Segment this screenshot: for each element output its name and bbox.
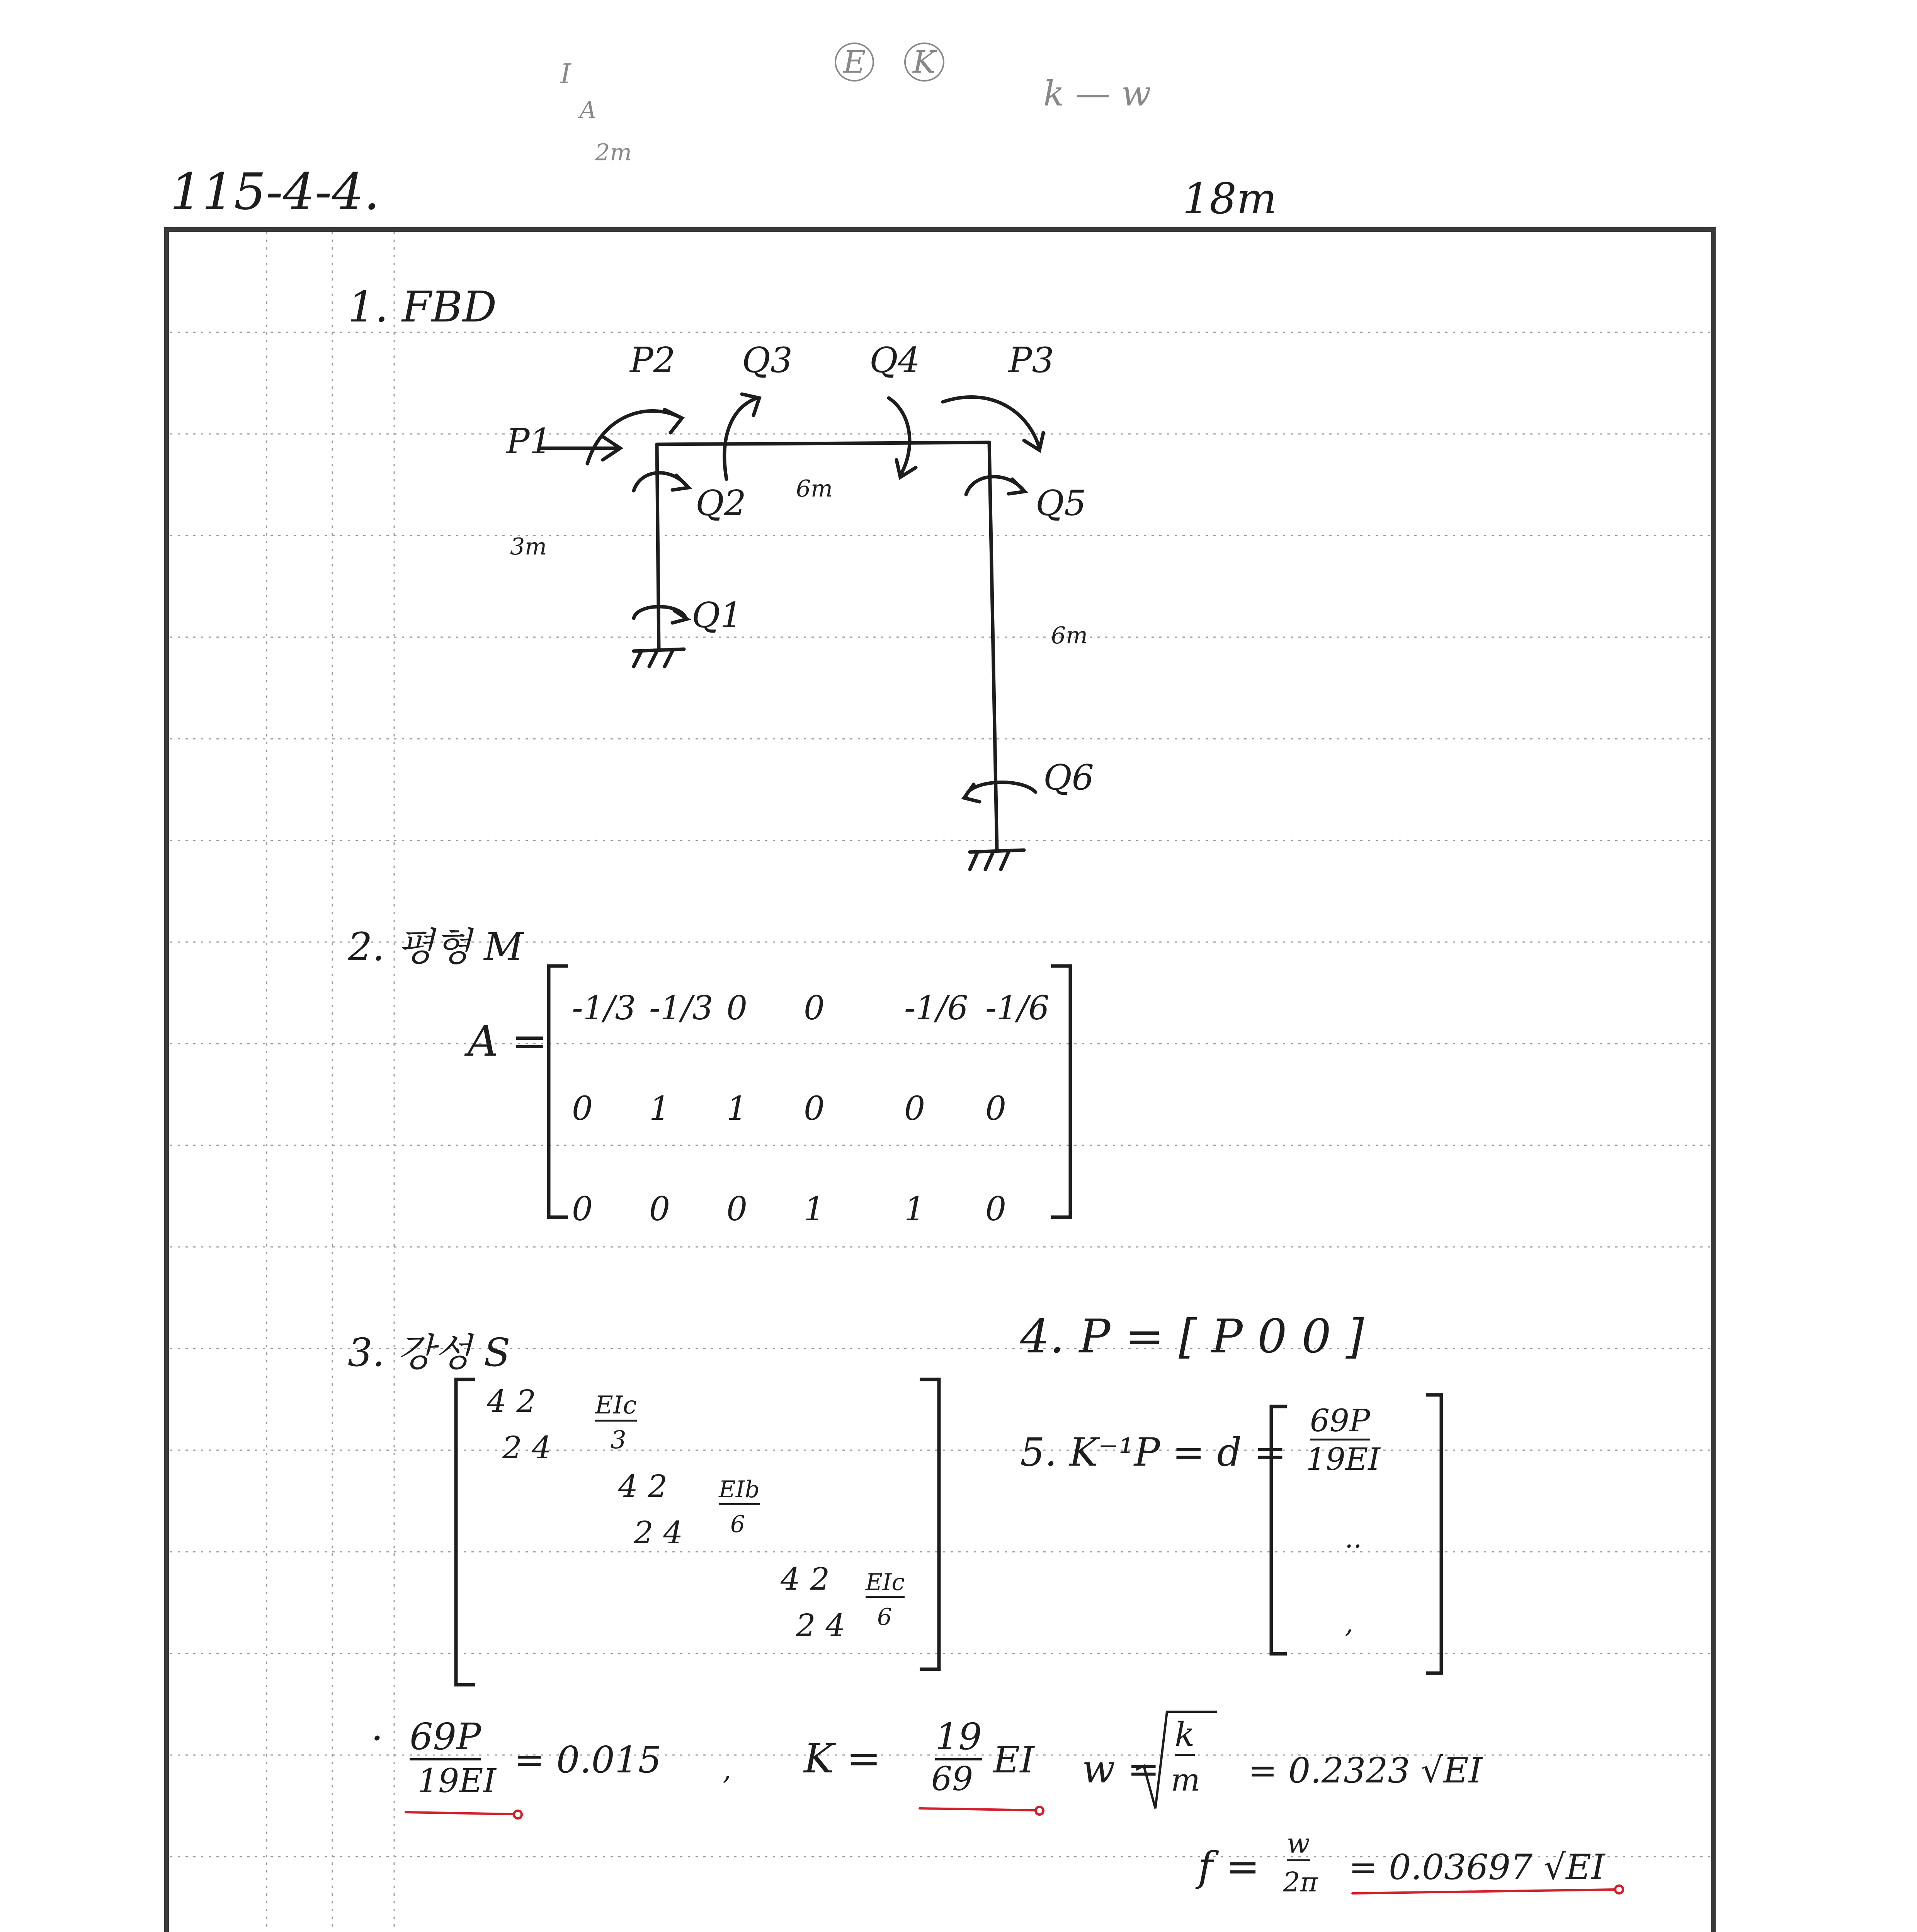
- dim-left-column: 3m: [510, 533, 547, 560]
- s-block3-factor-den: 6: [877, 1604, 892, 1631]
- matrix-a-cell: 1: [649, 1090, 670, 1128]
- section-3-title: 3. 강성 S: [348, 1330, 510, 1375]
- k-tail: EI: [993, 1739, 1034, 1781]
- matrix-a-lhs: A =: [468, 1016, 548, 1066]
- doodle-k-circle: K: [904, 43, 944, 82]
- s-block1-row1: 4 2: [487, 1383, 536, 1419]
- label-q1: Q1: [692, 595, 743, 636]
- s-block2-row2: 2 4: [634, 1515, 683, 1551]
- matrix-a-cell: 1: [726, 1090, 748, 1128]
- label-q2: Q2: [696, 483, 747, 524]
- dim-right-column: 6m: [1051, 622, 1088, 649]
- matrix-a-cell: 0: [726, 1190, 748, 1228]
- matrix-a-cell: -1/3: [649, 989, 713, 1027]
- s-block1-factor-den: 3: [611, 1426, 626, 1454]
- section-6-title: [348, 1928, 525, 1932]
- label-q4: Q4: [869, 340, 920, 381]
- result-bullet: ·: [371, 1716, 383, 1761]
- matrix-a-cell: 0: [726, 989, 748, 1027]
- label-q3: Q3: [742, 340, 793, 381]
- s-block2-row1: 4 2: [618, 1468, 668, 1504]
- result-comma: ,: [723, 1754, 731, 1786]
- matrix-a-cell: 0: [649, 1190, 670, 1228]
- w-lhs: w =: [1082, 1747, 1160, 1792]
- matrix-a-cell: -1/6: [985, 989, 1050, 1027]
- problem-number: 115-4-4.: [170, 162, 380, 221]
- matrix-a-cell: 1: [904, 1190, 925, 1228]
- result-frac-den: 19EI: [417, 1762, 496, 1800]
- matrix-a-cell: 0: [572, 1190, 593, 1228]
- d-top-num: 69P: [1310, 1403, 1370, 1440]
- k-den: 69: [931, 1760, 973, 1798]
- f-num: w: [1287, 1828, 1310, 1861]
- load-vector: 4. P = [ P 0 0 ]: [1020, 1310, 1364, 1364]
- label-p2: P2: [630, 340, 675, 381]
- result-eq1: = 0.015: [514, 1739, 662, 1781]
- matrix-a-cell: 0: [572, 1090, 593, 1128]
- d-top-den: 19EI: [1306, 1441, 1380, 1477]
- section-1-title: 1. FBD: [348, 282, 497, 332]
- f-lhs: f =: [1198, 1843, 1260, 1890]
- matrix-a-cell: 0: [804, 1090, 825, 1128]
- label-q5: Q5: [1036, 483, 1087, 524]
- span-note: 18m: [1182, 174, 1277, 223]
- doodle-2m: 2m: [595, 139, 632, 166]
- f-rhs: = 0.03697 √EI: [1349, 1847, 1605, 1888]
- matrix-a-cell: 0: [985, 1190, 1007, 1228]
- doodle-i: I: [560, 58, 571, 90]
- displacement-lhs: 5. K⁻¹P = d =: [1020, 1430, 1287, 1475]
- matrix-a-cell: 0: [904, 1090, 925, 1128]
- s-block3-factor-num: EIc: [866, 1569, 905, 1598]
- w-rhs: = 0.2323 √EI: [1248, 1750, 1483, 1791]
- label-q6: Q6: [1043, 757, 1094, 798]
- matrix-a-cell: 1: [804, 1190, 825, 1228]
- label-p3: P3: [1009, 340, 1054, 381]
- matrix-a-cell: -1/3: [572, 989, 636, 1027]
- doodle-a: A: [580, 97, 597, 124]
- k-lhs: K =: [804, 1735, 881, 1782]
- result-frac-num: 69P: [410, 1716, 481, 1760]
- s-block1-factor-num: EIc: [595, 1391, 637, 1422]
- d-ditto-1: ..: [1345, 1522, 1362, 1554]
- s-block2-factor-den: 6: [730, 1511, 745, 1538]
- label-p1: P1: [506, 421, 552, 462]
- s-block1-row2: 2 4: [502, 1430, 552, 1466]
- s-block3-row2: 2 4: [796, 1607, 845, 1643]
- s-block3-row1: 4 2: [781, 1561, 830, 1597]
- matrix-a-cell: 0: [985, 1090, 1007, 1128]
- matrix-a-cell: 0: [804, 989, 825, 1027]
- doodle-e-circle: E: [835, 43, 874, 82]
- w-den: m: [1171, 1762, 1200, 1798]
- k-num: 19: [935, 1716, 982, 1760]
- doodle-k-w: k — w: [1043, 73, 1151, 114]
- s-block2-factor-num: EIb: [719, 1476, 760, 1505]
- f-den: 2π: [1283, 1866, 1318, 1898]
- section-2-title: 2. 평형 M: [348, 924, 524, 969]
- dim-beam: 6m: [796, 475, 833, 502]
- d-ditto-2: ,: [1345, 1607, 1354, 1639]
- w-num: k: [1175, 1716, 1195, 1756]
- matrix-a-cell: -1/6: [904, 989, 968, 1027]
